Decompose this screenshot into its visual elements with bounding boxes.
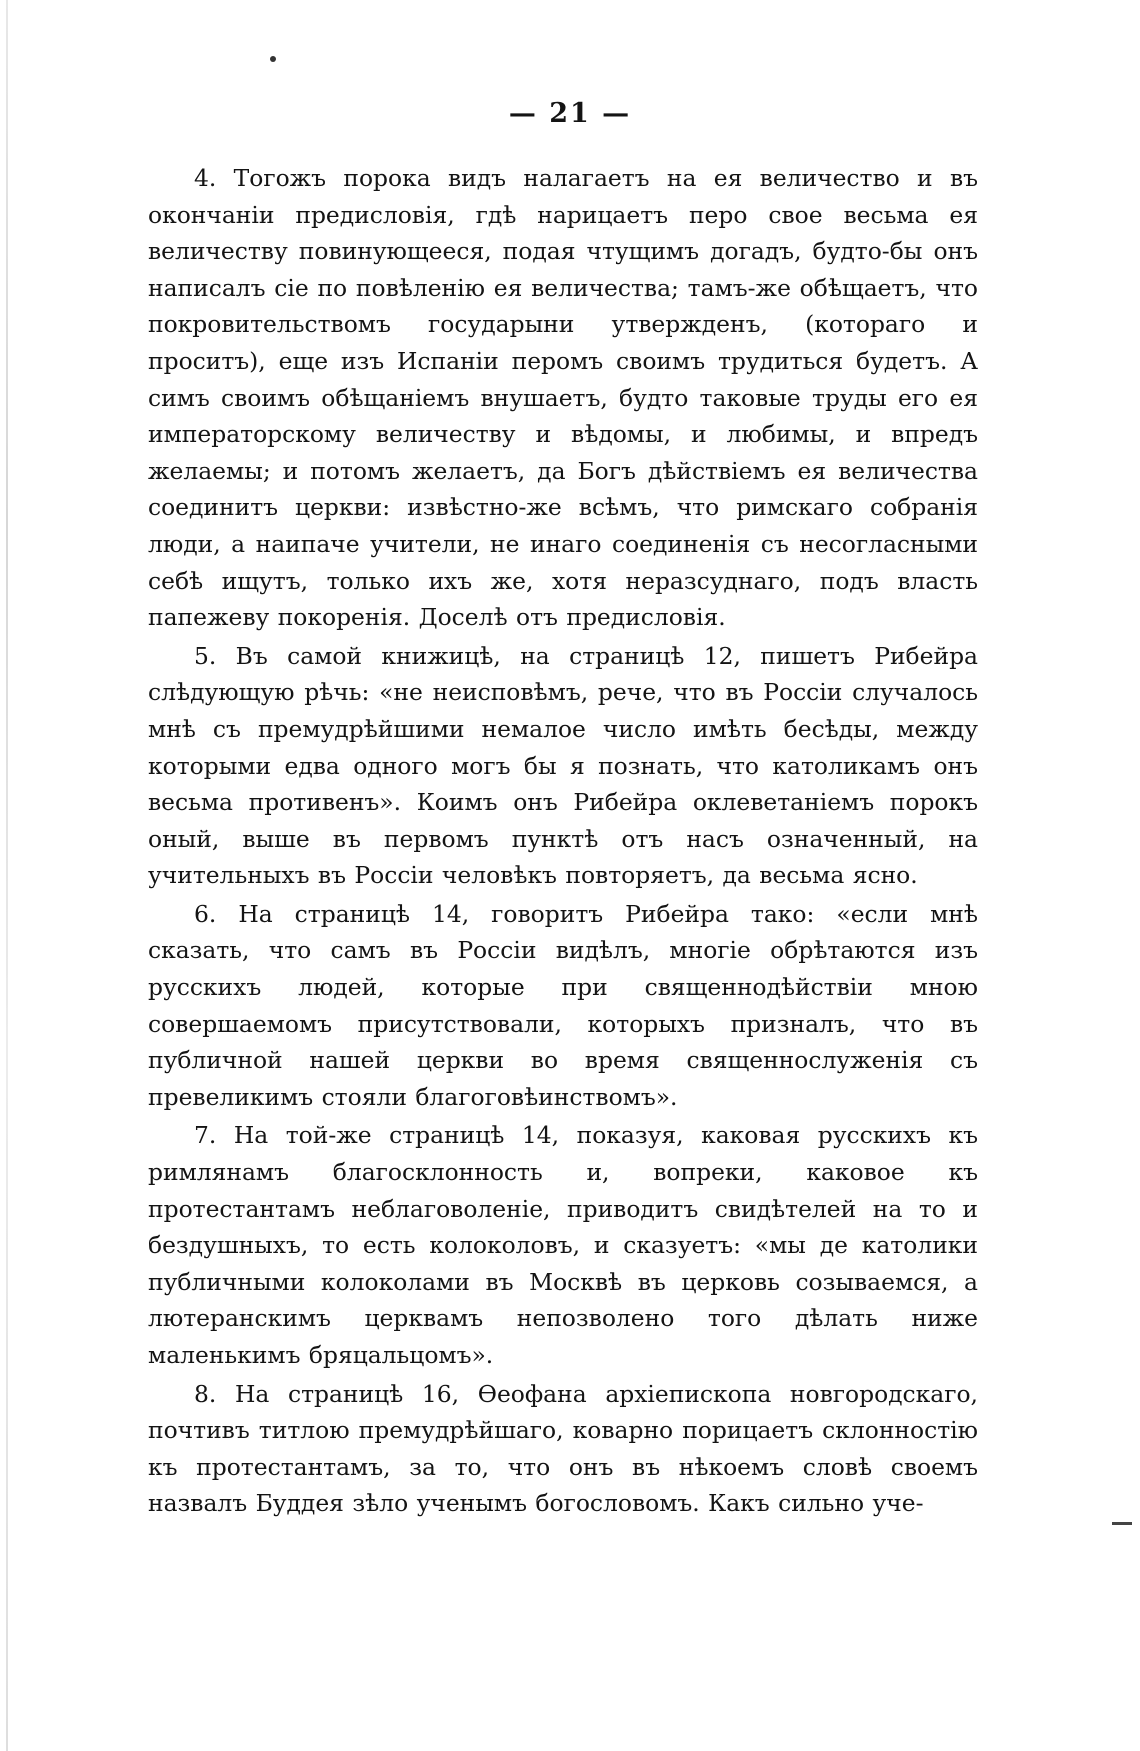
- paragraph-7: 7. На той-же страницѣ 14, показуя, каковая русскихъ къ римлянамъ благосклонность и, вопреки, каковое къ протестантамъ неблаговоленіе, приводитъ свидѣтелей на то и бездушныхъ, то есть колоколовъ, и сказуетъ: «мы де католики публичными колоколами въ Москвѣ въ церковь созываемся, а лютеранскимъ церквамъ непозволено того дѣлать ниже маленькимъ бряцальцомъ».: [148, 1121, 978, 1369]
- paragraph-5: 5. Въ самой книжицѣ, на страницѣ 12, пишетъ Рибейра слѣдующую рѣчь: «не неисповѣмъ, рече, что въ Россіи случалось мнѣ съ премудрѣйшими немалое число имѣть бесѣды, между которыми едва одного могъ бы я познать, что католикамъ онъ весьма противенъ». Коимъ онъ Рибейра оклеветаніемъ порокъ оный, выше въ первомъ пунктѣ отъ насъ означенный, на учительныхъ въ Россіи человѣкъ повторяетъ, да весьма ясно.: [148, 641, 978, 890]
- body-text: [148, 160, 978, 1522]
- paragraph-8: 8. На страницѣ 16, Ѳеофана архіепископа новгородскаго, почтивъ титлою премудрѣйшаго, коварно порицаетъ склонностію къ протестантамъ, за то, что онъ въ нѣкоемъ словѣ своемъ назвалъ Буддея зѣло ученымъ богословомъ. Какъ сильно уче-: [148, 1379, 978, 1518]
- paragraph-4: 4. Тогожъ порока видъ налагаетъ на ея величество и въ окончаніи предисловія, гдѣ нарицаетъ перо свое весьма ея величеству повинующееся, подая чтущимъ догадъ, будто-бы онъ написалъ сіе по повѣленію ея величества; тамъ-же обѣщаетъ, что покровительствомъ государыни утвержденъ, (котораго и проситъ), еще изъ Испаніи перомъ своимъ трудиться будетъ. А симъ своимъ обѣщаніемъ внушаетъ, будто таковые труды его ея императорскому величеству и вѣдомы, и любимы, и впредъ желаемы; и потомъ желаетъ, да Богъ дѣйствіемъ ея величества соединитъ церкви: извѣстно-же всѣмъ, что римскаго собранія люди, а наипаче учители, не инаго соединенія съ несогласными себѣ ищутъ, только ихъ же, хотя неразсуднаго, подъ власть папежеву покоренія. Доселѣ отъ предисловія.: [148, 164, 978, 632]
- ink-spot: [270, 56, 276, 62]
- paragraph-6: 6. На страницѣ 14, говоритъ Рибейра тако: «если мнѣ сказать, что самъ въ Россіи видѣлъ, многіе обрѣтаются изъ русскихъ людей, которые при священнодѣйствіи мною совершаемомъ присутствовали, которыхъ призналъ, что въ публичной нашей церкви во время священнослуженія съ превеликимъ стояли благоговѣинствомъ».: [148, 899, 978, 1111]
- page-number: — 21 —: [508, 98, 632, 129]
- ink-mark: [1112, 1522, 1132, 1525]
- page-edge-shadow: [6, 0, 8, 1751]
